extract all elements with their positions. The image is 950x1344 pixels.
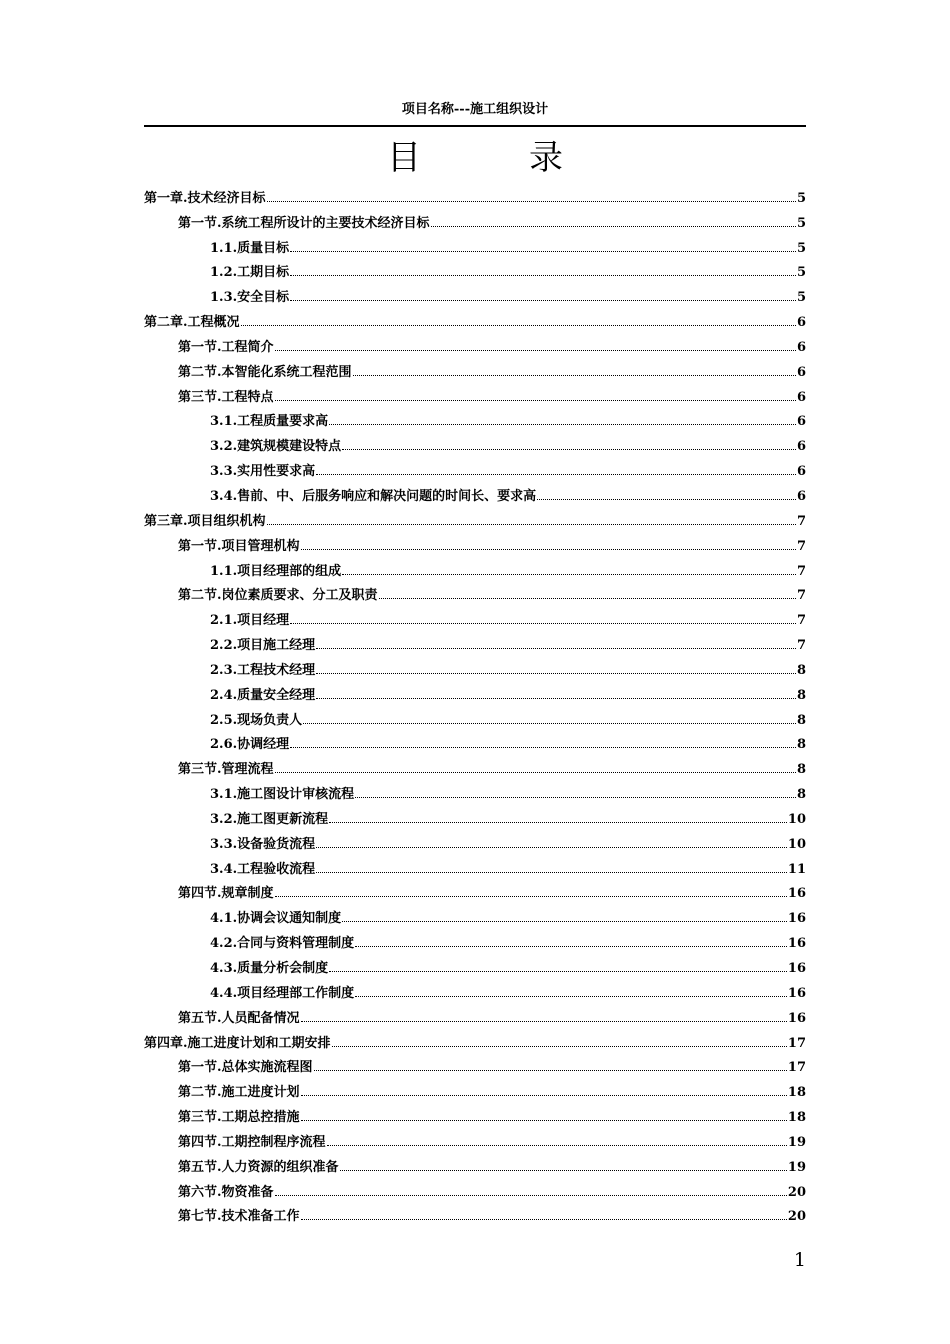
toc-entry-label: 工期目标: [237, 265, 290, 281]
toc-entry-page: 19: [787, 1134, 806, 1150]
toc-title-first-char: 目: [387, 138, 421, 178]
running-header: 项目名称---施工组织设计: [401, 102, 549, 117]
toc-entry-label: 现场负责人: [237, 712, 303, 728]
toc-entry-label: 工程概况: [187, 315, 240, 331]
toc-entry[interactable]: [144, 703, 806, 728]
toc-entry-page: 16: [787, 886, 806, 902]
toc-entry[interactable]: [144, 504, 806, 529]
toc-entry-number: 第二章.: [144, 315, 188, 331]
toc-entry-number: 第三章.: [144, 513, 188, 529]
toc-entry-label: 协调经理: [237, 737, 290, 753]
page-number: 1: [793, 1249, 806, 1271]
toc-entry-page: 6: [796, 315, 806, 331]
toc-entry-number: 4.3.: [210, 961, 238, 976]
toc-entry-label: 项目组织机构: [187, 513, 266, 529]
toc-entry[interactable]: [144, 877, 806, 902]
toc-entry-number: 2.3.: [210, 662, 238, 678]
toc-entry-number: 2.1.: [210, 613, 238, 629]
toc-entry-label: 项目经理部工作制度: [237, 985, 355, 1001]
toc-entry-page: 8: [796, 662, 806, 678]
toc-entry-number: 第六节.: [178, 1184, 222, 1200]
toc-dot-leader: [340, 1170, 787, 1171]
toc-entry-number: 3.2.: [210, 811, 238, 827]
toc-entry-page: 7: [796, 588, 806, 604]
toc-entry-number: 第五节.: [178, 1010, 222, 1026]
toc-entry-page: 6: [796, 364, 806, 380]
toc-entry[interactable]: [144, 231, 806, 256]
toc-entry-page: 16: [787, 911, 806, 927]
toc-dot-leader: [290, 747, 796, 748]
toc-entry-label: 建筑规模建设特点: [237, 439, 342, 455]
toc-entry-page: 6: [796, 339, 806, 355]
toc-entry[interactable]: [144, 206, 806, 231]
toc-entry-number: 第二节.: [178, 588, 222, 604]
toc-entry-number: 3.3.: [210, 836, 238, 852]
toc-entry-page: 6: [796, 414, 806, 430]
toc-entry[interactable]: [144, 852, 806, 877]
toc-entry-label: 工期总控措施: [221, 1110, 300, 1126]
toc-entry-label: 项目经理部的组成: [237, 563, 342, 579]
toc-entry[interactable]: [144, 678, 806, 703]
toc-entry-label: 质量目标: [237, 240, 290, 256]
toc-dot-leader: [314, 1070, 787, 1071]
toc-entry-number: 4.4.: [210, 985, 238, 1001]
toc-dot-leader: [342, 921, 787, 922]
toc-entry-page: 16: [787, 936, 806, 952]
toc-entry-page: 18: [787, 1110, 806, 1126]
toc-entry-label: 售前、中、后服务响应和解决问题的时间长、要求高: [237, 488, 537, 504]
toc-entry-number: 第二节.: [178, 1085, 222, 1101]
toc-dot-leader: [332, 1046, 787, 1047]
toc-entry-number: 第三节.: [178, 1110, 222, 1126]
toc-entry-page: 17: [787, 1035, 806, 1051]
toc-entry-number: 第一章.: [144, 190, 188, 206]
toc-entry-number: 第四节.: [178, 1134, 222, 1150]
toc-entry[interactable]: [144, 554, 806, 579]
toc-dot-leader: [275, 350, 796, 351]
toc-entry[interactable]: [144, 1175, 806, 1200]
table-of-contents: [144, 181, 806, 1224]
toc-dot-leader: [329, 971, 787, 972]
toc-dot-leader: [290, 300, 796, 301]
toc-dot-leader: [301, 1095, 787, 1096]
toc-dot-leader: [316, 673, 796, 674]
toc-entry-page: 5: [796, 290, 806, 306]
toc-entry-number: 1.2.: [210, 265, 238, 281]
toc-entry-label: 项目经理: [237, 613, 290, 629]
toc-entry-number: 3.4.: [210, 861, 238, 877]
toc-entry-number: 3.4.: [210, 488, 238, 504]
toc-entry-number: 第一节.: [178, 339, 222, 355]
toc-entry[interactable]: [144, 752, 806, 777]
toc-dot-leader: [290, 251, 796, 252]
toc-entry[interactable]: [144, 926, 806, 951]
toc-entry-label: 施工进度计划和工期安排: [187, 1035, 331, 1051]
toc-entry[interactable]: [144, 901, 806, 926]
toc-entry-page: 6: [796, 389, 806, 405]
toc-entry[interactable]: [144, 429, 806, 454]
toc-dot-leader: [379, 598, 796, 599]
toc-entry[interactable]: [144, 802, 806, 827]
toc-entry-number: 第一节.: [178, 215, 222, 231]
toc-dot-leader: [275, 1195, 787, 1196]
toc-entry[interactable]: [144, 305, 806, 330]
toc-dot-leader: [303, 723, 796, 724]
toc-entry[interactable]: [144, 827, 806, 852]
toc-entry-number: 第一节.: [178, 1060, 222, 1076]
toc-entry-label: 合同与资料管理制度: [237, 936, 355, 952]
toc-dot-leader: [329, 424, 796, 425]
toc-entry-number: 2.6.: [210, 737, 238, 753]
toc-entry-number: 3.1.: [210, 414, 238, 430]
toc-entry-number: 3.3.: [210, 464, 238, 480]
toc-entry[interactable]: [144, 976, 806, 1001]
toc-entry-label: 工程简介: [221, 339, 274, 355]
toc-entry-page: 8: [796, 762, 806, 778]
toc-dot-leader: [241, 325, 796, 326]
toc-dot-leader: [316, 872, 787, 873]
toc-entry[interactable]: [144, 181, 806, 206]
toc-entry-number: 1.1.: [210, 563, 238, 579]
toc-dot-leader: [316, 474, 796, 475]
toc-entry[interactable]: [144, 653, 806, 678]
toc-entry-number: 4.1.: [210, 911, 238, 927]
toc-entry[interactable]: [144, 728, 806, 753]
toc-entry-number: 第三节.: [178, 762, 222, 778]
toc-entry-number: 第七节.: [178, 1209, 222, 1225]
toc-dot-leader: [267, 201, 796, 202]
toc-entry-label: 本智能化系统工程范围: [221, 364, 352, 380]
toc-entry-page: 10: [787, 811, 806, 827]
toc-entry[interactable]: [144, 1125, 806, 1150]
toc-entry-page: 7: [796, 613, 806, 629]
toc-entry-page: 7: [796, 513, 806, 529]
toc-entry[interactable]: [144, 1100, 806, 1125]
toc-entry[interactable]: [144, 1026, 806, 1051]
toc-title: [144, 134, 806, 182]
toc-entry-page: 5: [796, 190, 806, 206]
toc-dot-leader: [316, 698, 796, 699]
toc-entry-page: 6: [796, 439, 806, 455]
toc-entry-page: 17: [787, 1060, 806, 1076]
toc-entry[interactable]: [144, 1200, 806, 1225]
toc-entry[interactable]: [144, 951, 806, 976]
toc-entry-label: 系统工程所设计的主要技术经济目标: [221, 215, 430, 231]
toc-dot-leader: [301, 1219, 787, 1220]
toc-entry[interactable]: [144, 256, 806, 281]
toc-entry-number: 1.1.: [210, 240, 238, 256]
toc-entry-label: 人力资源的组织准备: [221, 1159, 339, 1175]
toc-entry-label: 规章制度: [221, 886, 274, 902]
toc-entry-label: 工程质量要求高: [237, 414, 329, 430]
toc-dot-leader: [355, 797, 796, 798]
toc-entry-label: 协调会议通知制度: [237, 911, 342, 927]
toc-entry-label: 技术准备工作: [221, 1209, 300, 1225]
toc-entry-number: 2.2.: [210, 638, 238, 654]
toc-entry-label: 项目管理机构: [221, 538, 300, 554]
toc-entry-number: 第一节.: [178, 538, 222, 554]
toc-entry-number: 4.2.: [210, 936, 238, 952]
toc-entry-page: 20: [787, 1184, 806, 1200]
toc-dot-leader: [301, 549, 796, 550]
toc-entry-page: 8: [796, 737, 806, 753]
toc-dot-leader: [267, 524, 796, 525]
toc-entry-label: 技术经济目标: [187, 190, 266, 206]
toc-entry-label: 实用性要求高: [237, 464, 316, 480]
toc-entry-label: 施工图设计审核流程: [237, 787, 355, 803]
toc-title-second-char: 录: [529, 138, 563, 178]
toc-entry-number: 2.4.: [210, 687, 238, 703]
toc-entry[interactable]: [144, 405, 806, 430]
toc-entry-label: 物资准备: [221, 1184, 274, 1200]
toc-entry-page: 7: [796, 538, 806, 554]
toc-entry-label: 工程技术经理: [237, 662, 316, 678]
toc-entry-label: 安全目标: [237, 290, 290, 306]
toc-entry-number: 1.3.: [210, 290, 238, 306]
toc-dot-leader: [329, 822, 787, 823]
toc-dot-leader: [355, 946, 787, 947]
toc-entry-label: 工程验收流程: [237, 861, 316, 877]
toc-entry-page: 10: [787, 836, 806, 852]
header-divider: [144, 125, 806, 127]
toc-entry-page: 7: [796, 638, 806, 654]
toc-dot-leader: [431, 226, 796, 227]
toc-entry-page: 16: [787, 961, 806, 976]
toc-entry[interactable]: [144, 777, 806, 802]
toc-entry-page: 8: [796, 687, 806, 703]
toc-dot-leader: [342, 449, 796, 450]
toc-entry-number: 2.5.: [210, 712, 238, 728]
toc-dot-leader: [301, 1021, 787, 1022]
toc-entry-page: 6: [796, 488, 806, 504]
toc-entry-number: 第五节.: [178, 1159, 222, 1175]
toc-entry[interactable]: [144, 454, 806, 479]
toc-entry-label: 施工进度计划: [221, 1085, 300, 1101]
toc-entry[interactable]: [144, 280, 806, 305]
toc-dot-leader: [355, 996, 787, 997]
toc-entry-page: 5: [796, 265, 806, 281]
toc-dot-leader: [537, 499, 796, 500]
toc-entry-page: 11: [787, 861, 806, 877]
toc-entry-number: 3.1.: [210, 787, 238, 803]
toc-dot-leader: [342, 574, 796, 575]
toc-entry[interactable]: [144, 1051, 806, 1076]
toc-dot-leader: [353, 375, 796, 376]
toc-dot-leader: [275, 772, 796, 773]
toc-entry-label: 人员配备情况: [221, 1010, 300, 1026]
toc-entry[interactable]: [144, 330, 806, 355]
toc-entry[interactable]: [144, 579, 806, 604]
toc-entry[interactable]: [144, 1001, 806, 1026]
toc-entry-label: 质量分析会制度: [237, 961, 329, 976]
toc-entry-label: 岗位素质要求、分工及职责: [221, 588, 378, 604]
toc-dot-leader: [275, 400, 796, 401]
toc-entry-page: 18: [787, 1085, 806, 1101]
toc-entry-label: 质量安全经理: [237, 687, 316, 703]
toc-entry[interactable]: [144, 1150, 806, 1175]
toc-entry[interactable]: [144, 380, 806, 405]
toc-entry-label: 工程特点: [221, 389, 274, 405]
toc-entry-number: 第三节.: [178, 389, 222, 405]
toc-entry-page: 16: [787, 985, 806, 1001]
toc-entry-label: 工期控制程序流程: [221, 1134, 326, 1150]
toc-dot-leader: [327, 1145, 787, 1146]
toc-entry-page: 5: [796, 240, 806, 256]
toc-entry[interactable]: [144, 603, 806, 628]
toc-entry-label: 项目施工经理: [237, 638, 316, 654]
toc-entry-page: 5: [796, 215, 806, 231]
toc-entry-label: 设备验货流程: [237, 836, 316, 852]
toc-dot-leader: [316, 847, 787, 848]
toc-entry-page: 8: [796, 787, 806, 803]
toc-dot-leader: [290, 623, 796, 624]
toc-entry-label: 总体实施流程图: [221, 1060, 313, 1076]
toc-dot-leader: [290, 275, 796, 276]
toc-entry[interactable]: [144, 355, 806, 380]
toc-entry-number: 第四节.: [178, 886, 222, 902]
toc-dot-leader: [316, 648, 796, 649]
toc-dot-leader: [275, 896, 787, 897]
toc-entry-page: 20: [787, 1209, 806, 1225]
toc-entry-number: 第四章.: [144, 1035, 188, 1051]
toc-entry[interactable]: [144, 479, 806, 504]
toc-entry-page: 19: [787, 1159, 806, 1175]
toc-entry-number: 3.2.: [210, 439, 238, 455]
toc-entry-page: 16: [787, 1010, 806, 1026]
toc-entry-page: 6: [796, 464, 806, 480]
toc-entry[interactable]: [144, 529, 806, 554]
toc-entry-number: 第二节.: [178, 364, 222, 380]
toc-entry-label: 管理流程: [221, 762, 274, 778]
toc-entry-label: 施工图更新流程: [237, 811, 329, 827]
toc-entry-page: 7: [796, 563, 806, 579]
toc-dot-leader: [301, 1120, 787, 1121]
toc-entry[interactable]: [144, 1075, 806, 1100]
toc-entry[interactable]: [144, 628, 806, 653]
toc-entry-page: 8: [796, 712, 806, 728]
